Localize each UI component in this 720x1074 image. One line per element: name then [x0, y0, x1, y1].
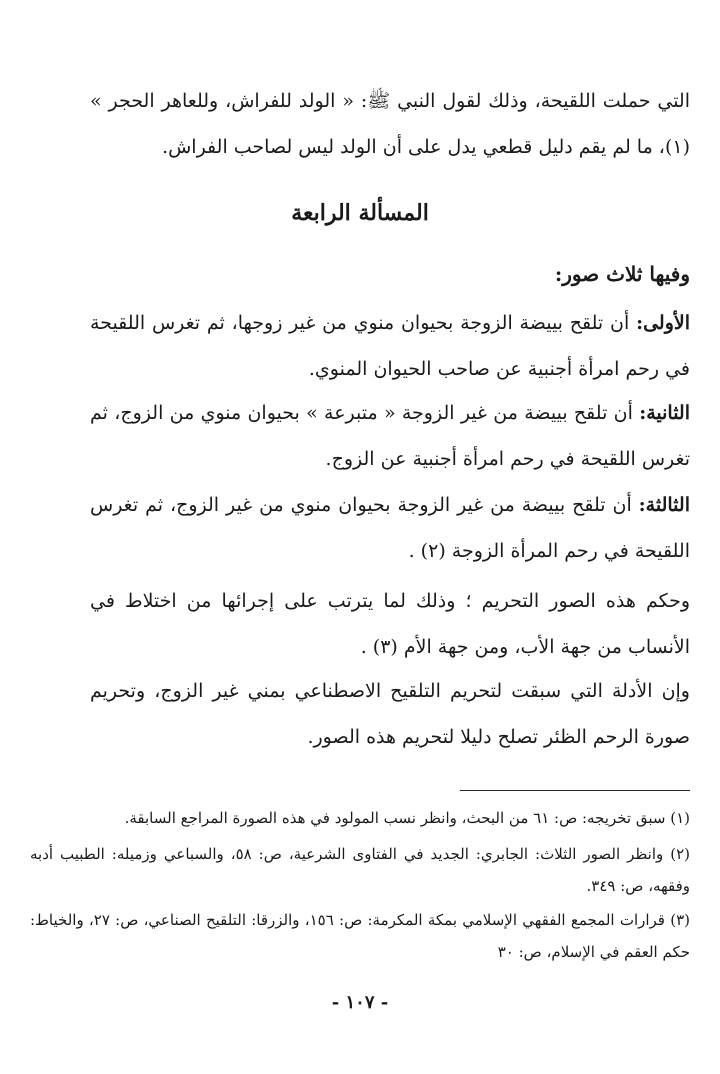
first-case-paragraph	[90, 300, 690, 392]
intro-paragraph: التي حملت اللقيحة، وذلك لقول النبي ﷺ: « الولد للفراش، وللعاهر الحجر » (١)، ما لم يقم دليل قطعي يدل على أن الولد ليس لصاحب الفراش.	[90, 90, 690, 158]
second-case-text: أن تلقح بييضة من غير الزوجة « متبرعة » بحيوان منوي من الزوج، ثم تغرس اللقيحة في رحم امرأة أجنبية عن الزوج.	[90, 402, 690, 470]
footnote-3: (٣) قرارات المجمع الفقهي الإسلامي بمكة المكرمة: ص: ١٥٦، والزرقا: التلقيح الصناعي، ص: ٢٧، والخياط: حكم العقم في الإسلام، ص: ٣٠	[30, 911, 690, 961]
first-case-lead: الأولى:	[636, 312, 690, 334]
third-case-paragraph	[90, 482, 690, 574]
page-number: - ١٠٧ -	[331, 992, 389, 1013]
third-case-text: أن تلقح بييضة من غير الزوجة بحيوان منوي من غير الزوج، ثم تغرس اللقيحة في رحم المرأة الزوجة (٢) .	[90, 494, 690, 562]
second-case-paragraph	[90, 390, 690, 482]
evidence-paragraph: وإن الأدلة التي سبقت لتحريم التلقيح الاصطناعي بمني غير الزوج، وتحريم صورة الرحم الظئر تصلح دليلا لتحريم هذه الصور.	[90, 680, 690, 748]
ruling-paragraph: وحكم هذه الصور التحريم ؛ وذلك لما يترتب على إجرائها من اختلاط في الأنساب من جهة الأب، ومن جهة الأم (٣) .	[90, 590, 690, 658]
third-case-lead: الثالثة:	[638, 494, 690, 516]
footnote-2: (٢) وانظر الصور الثلاث: الجابري: الجديد في الفتاوى الشرعية، ص: ٥٨، والسباعي وزميله: الطبيب أدبه وفقهه، ص: ٣٤٩.	[30, 845, 690, 895]
footnote-1: (١) سبق تخريجه: ص: ٦١ من البحث، وانظر نسب المولود في هذه الصورة المراجع السابقة.	[124, 809, 690, 827]
section-subheading: وفيها ثلاث صور:	[554, 262, 690, 286]
second-case-lead: الثانية:	[639, 402, 690, 424]
first-case-text: أن تلقح بييضة الزوجة بحيوان منوي من غير زوجها، ثم تغرس اللقيحة في رحم امرأة أجنبية عن صاحب الحيوان المنوي.	[90, 312, 690, 380]
section-heading: المسألة الرابعة	[291, 200, 429, 226]
footnote-separator	[460, 790, 690, 791]
